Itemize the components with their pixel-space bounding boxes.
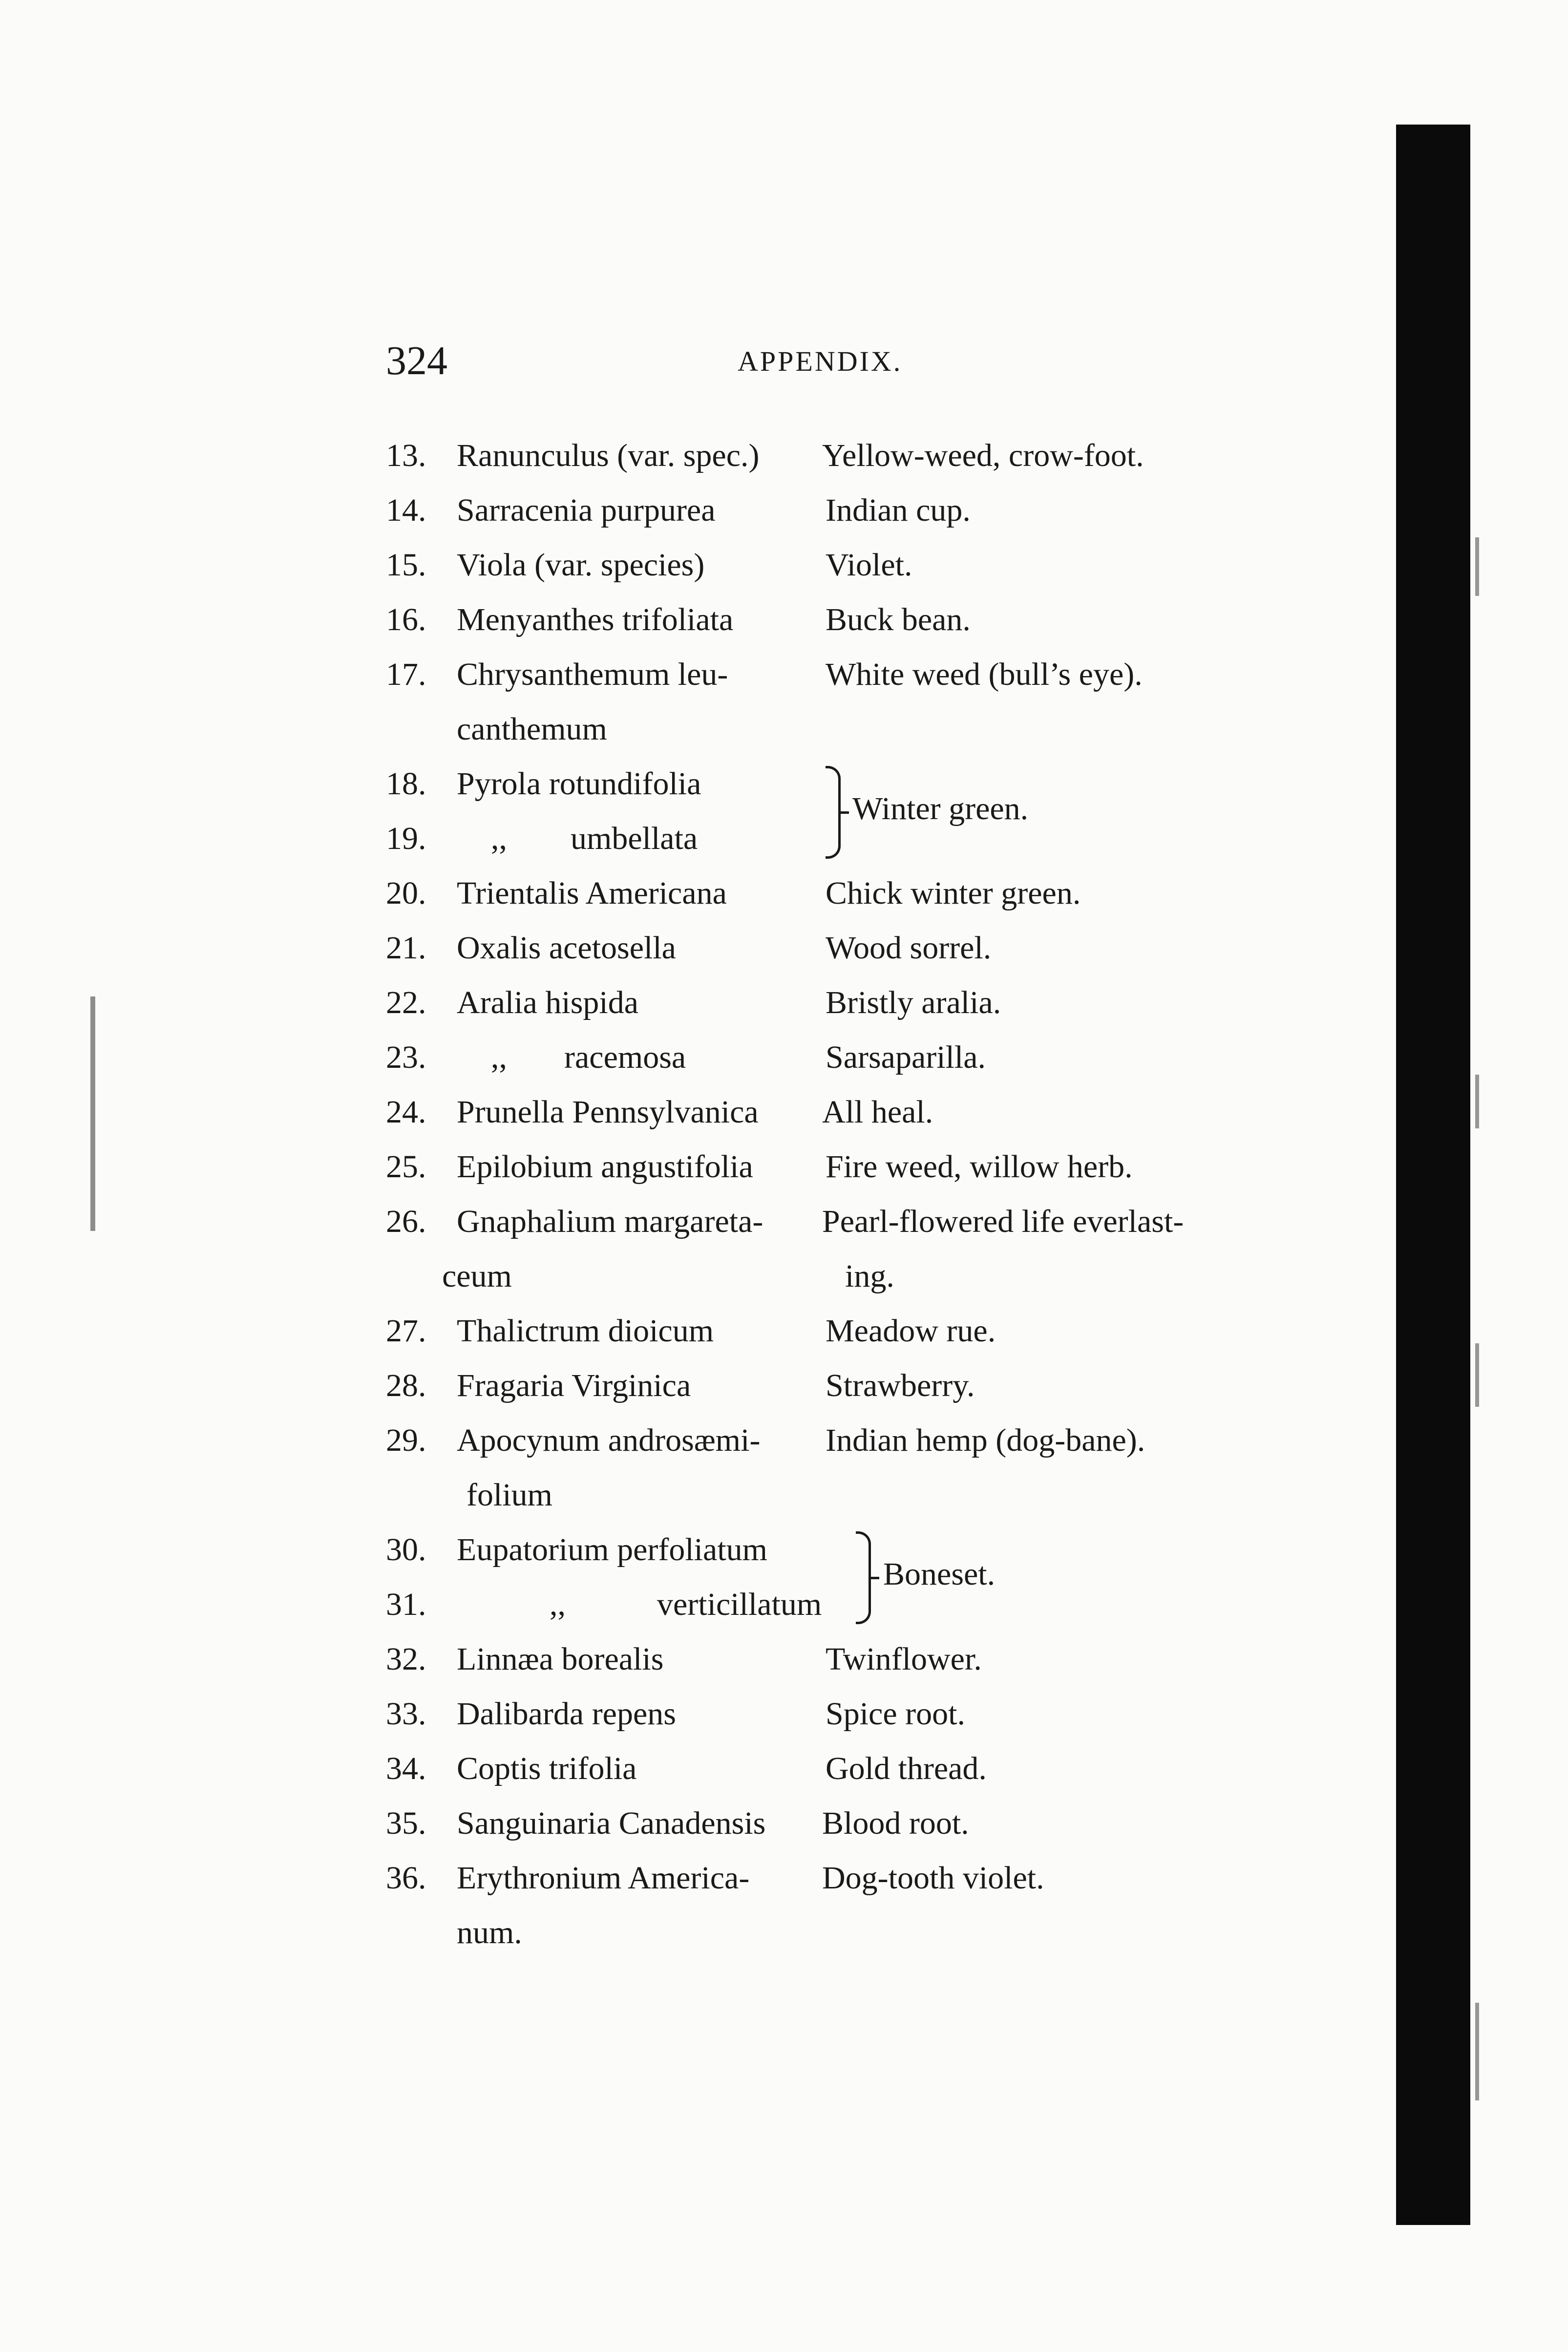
common-name: Indian hemp (dog-bane). — [826, 1422, 1145, 1458]
entry-number: 32. — [386, 1641, 426, 1677]
entry-number: 26. — [386, 1204, 426, 1239]
latin-name: Dalibarda repens — [457, 1696, 676, 1732]
latin-name-continued: folium — [466, 1477, 552, 1513]
common-name: Dog-tooth violet. — [822, 1860, 1044, 1896]
common-name: Wood sorrel. — [826, 930, 992, 966]
entry-number: 31. — [386, 1587, 426, 1622]
group-common-name: Winter green. — [852, 791, 1029, 826]
scan-margin-mark — [1475, 2003, 1479, 2100]
entry-number: 14. — [386, 492, 426, 528]
common-name: Indian cup. — [826, 492, 971, 528]
group-brace — [826, 766, 841, 859]
latin-name-continued: ceum — [442, 1258, 512, 1294]
running-head: APPENDIX. — [738, 345, 903, 377]
latin-name: umbellata — [571, 821, 698, 856]
entry-number: 18. — [386, 766, 426, 802]
entry-number: 15. — [386, 547, 426, 583]
entry-number: 35. — [386, 1805, 426, 1841]
entry-number: 16. — [386, 602, 426, 637]
latin-name: Epilobium angustifolia — [457, 1149, 753, 1185]
latin-name: verticillatum — [657, 1587, 822, 1622]
common-name: Chick winter green. — [826, 875, 1081, 911]
latin-name-continued: num. — [457, 1915, 522, 1950]
latin-name: Erythronium America- — [457, 1860, 750, 1896]
entry-number: 23. — [386, 1039, 426, 1075]
ditto-mark: ,, — [491, 821, 507, 856]
entry-number: 13. — [386, 438, 426, 473]
common-name: Blood root. — [822, 1805, 969, 1841]
entry-number: 17. — [386, 657, 426, 692]
common-name: Violet. — [826, 547, 912, 583]
common-name: Pearl-flowered life everlast- — [822, 1204, 1184, 1239]
common-name: Bristly aralia. — [826, 985, 1001, 1020]
entry-number: 34. — [386, 1751, 426, 1786]
latin-name: Prunella Pennsylvanica — [457, 1094, 759, 1130]
scan-margin-mark — [1475, 1343, 1479, 1407]
latin-name: Sanguinaria Canadensis — [457, 1805, 766, 1841]
common-name: Sarsaparilla. — [826, 1039, 986, 1075]
latin-name: Oxalis acetosella — [457, 930, 676, 966]
group-common-name: Boneset. — [883, 1556, 996, 1592]
entry-number: 30. — [386, 1532, 426, 1568]
common-name: Twinflower. — [826, 1641, 982, 1677]
common-name: All heal. — [822, 1094, 933, 1130]
common-name: Meadow rue. — [826, 1313, 996, 1349]
latin-name: Pyrola rotundifolia — [457, 766, 701, 802]
common-name: Yellow-weed, crow-foot. — [822, 438, 1144, 473]
latin-name: Thalictrum dioicum — [457, 1313, 714, 1349]
latin-name-continued: canthemum — [457, 711, 607, 747]
latin-name: Viola (var. species) — [457, 547, 705, 583]
scan-margin-mark — [1475, 1075, 1479, 1128]
entry-number: 28. — [386, 1368, 426, 1403]
entry-number: 22. — [386, 985, 426, 1020]
ditto-mark: ,, — [550, 1587, 566, 1622]
latin-name: Gnaphalium margareta- — [457, 1204, 763, 1239]
latin-name: Ranunculus (var. spec.) — [457, 438, 760, 473]
entry-number: 29. — [386, 1422, 426, 1458]
latin-name: Fragaria Virginica — [457, 1368, 691, 1403]
latin-name: Sarracenia purpurea — [457, 492, 716, 528]
scan-gutter-shadow — [1396, 125, 1470, 2225]
common-name: Strawberry. — [826, 1368, 975, 1403]
entry-number: 33. — [386, 1696, 426, 1732]
common-name: Gold thread. — [826, 1751, 987, 1786]
latin-name: Menyanthes trifoliata — [457, 602, 734, 637]
entry-number: 19. — [386, 821, 426, 856]
common-name: Fire weed, willow herb. — [826, 1149, 1133, 1185]
latin-name: Apocynum androsæmi- — [457, 1422, 761, 1458]
latin-name: Eupatorium perfoliatum — [457, 1532, 767, 1568]
common-name: Buck bean. — [826, 602, 971, 637]
latin-name: Trientalis Americana — [457, 875, 727, 911]
entry-number: 20. — [386, 875, 426, 911]
latin-name: Chrysanthemum leu- — [457, 657, 728, 692]
entry-number: 36. — [386, 1860, 426, 1896]
ditto-mark: ,, — [491, 1039, 507, 1075]
entry-number: 25. — [386, 1149, 426, 1185]
latin-name: Coptis trifolia — [457, 1751, 637, 1786]
common-name-continued: ing. — [845, 1258, 894, 1294]
group-brace — [856, 1531, 871, 1624]
latin-name: Linnæa borealis — [457, 1641, 664, 1677]
page-number: 324 — [386, 338, 447, 383]
entry-number: 24. — [386, 1094, 426, 1130]
latin-name: Aralia hispida — [457, 985, 639, 1020]
scan-margin-mark — [1475, 537, 1479, 596]
latin-name: racemosa — [564, 1039, 686, 1075]
scan-margin-mark — [90, 996, 95, 1231]
common-name: Spice root. — [826, 1696, 965, 1732]
common-name: White weed (bull’s eye). — [826, 657, 1143, 692]
entry-number: 21. — [386, 930, 426, 966]
entry-number: 27. — [386, 1313, 426, 1349]
